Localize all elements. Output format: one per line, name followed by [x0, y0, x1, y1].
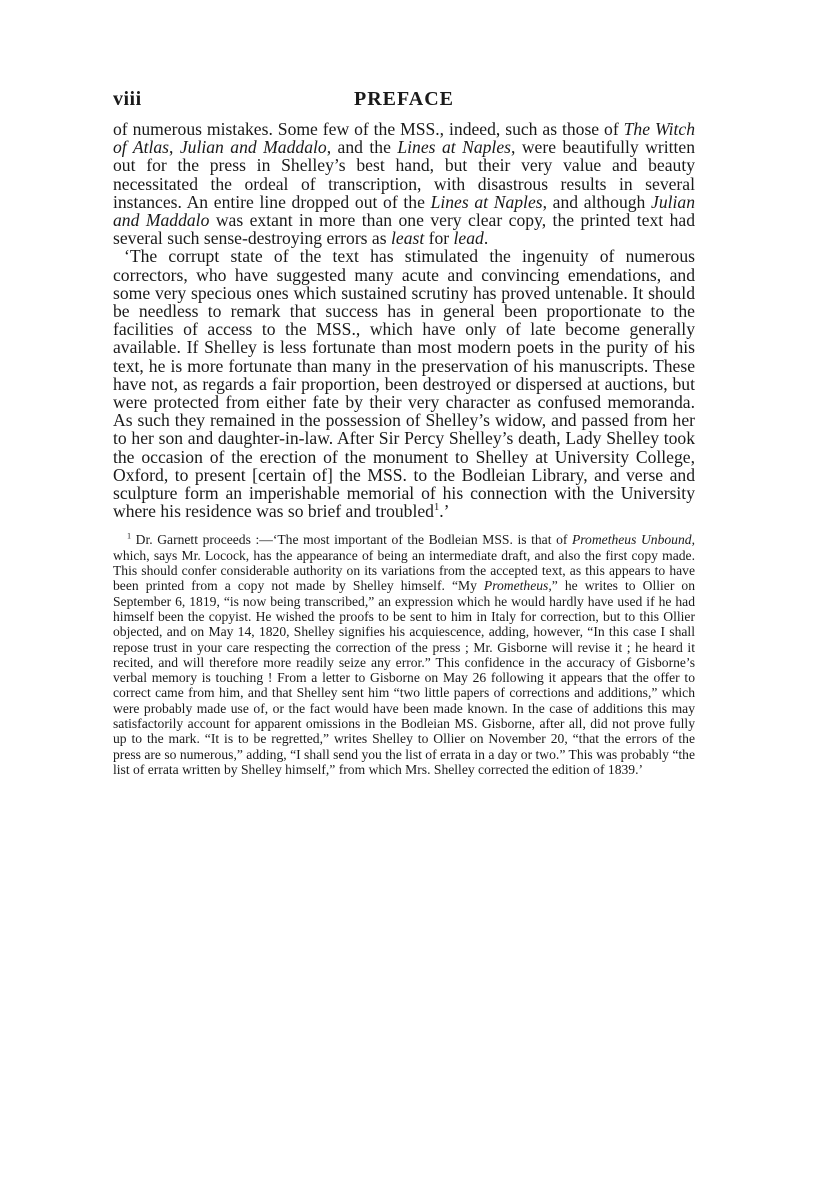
text-span: for	[424, 228, 454, 249]
main-text	[113, 120, 695, 520]
text-span: , were beautifully written out for the press in Shelley’s best hand, but their very value and beauty necessitated the ordeal of transcription, with disastrous results in several instances. An entire line dropped out of the	[113, 137, 695, 212]
text-span: , and although	[542, 191, 652, 212]
title-prometheus: Prometheus,	[483, 578, 552, 594]
title-lines-at-naples: Lines at Naples	[397, 137, 511, 158]
running-head: PREFACE	[354, 88, 454, 110]
paragraph-corrupt-state	[113, 247, 695, 520]
text-span: ,	[169, 137, 180, 158]
text-span: was extant in more than one very clear copy, the printed text had several such sense-destroying errors as	[113, 210, 696, 249]
footnote-reference: 1	[433, 502, 440, 514]
title-julian-and-maddalo: Julian and Maddalo	[113, 191, 695, 231]
text-span: .	[483, 228, 489, 249]
text-span: .’	[439, 501, 450, 522]
text-span: ” he writes to Ollier on September 6, 1819, “is now being transcribed,” an expression which he would hardly have used if he had himself been the copyist. He wished the proofs to be sent to him in Italy for correction, but to this Ollier objected, and on May 14, 1820, Shelley signifies his acquiescence, adding, however, “In this case I shall repose trust in your care respecting the correction of the press ; Mr. Gisborne will revise it ; he heard it recited, and will therefore more readily seize any error.” This confidence in the accuracy of Gisborne’s verbal memory is touching ! From a letter to Gisborne on May 26 following it appears that the offer to correct came from him, and that Shelley sent him “two little papers of corrections and additions,” which were probably made use of, or the fact would have been made known. In the case of additions this may satisfactorily account for apparent omissions in the Bodleian MS. Gisborne, after all, did not prove fully up to the mark. “It is to be regretted,” writes Shelley to Ollier on November 20, “that the errors of the press are so numerous,” adding, “I shall send you the list of errata in a day or two.” This was probably “the list of errata written by Shelley himself,” from which Mrs. Shelley corrected the edition of 1839.’	[113, 578, 695, 777]
footnote-marker: 1	[127, 531, 132, 541]
text-span: , which, says Mr. Locock, has the appearance of being an intermediate draft, and also the first copy made. This should confer considerable authority on its variations from the accepted text, as this appears to have been printed from a copy not made by Shelley himself. “My	[113, 532, 695, 594]
page-number: viii	[113, 88, 142, 110]
page-header	[113, 88, 695, 120]
footnotes	[113, 532, 695, 777]
italic-word-lead: lead	[453, 228, 484, 249]
title-lines-at-naples: Lines at Naples	[430, 191, 543, 212]
book-page	[113, 88, 695, 777]
text-span: ‘The corrupt state of the text has stimulated the ingenuity of numerous correctors, who have suggested many acute and convincing emendations, and some very specious ones which sustained scrutiny has proved untenable. It should be needless to remark that success has in general been proportionate to the facilities of access to the MSS., which have only of late become generally available. If Shelley is less fortunate than most modern poets in the purity of his text, he is more fortunate than many in the preservation of his manuscripts. These have not, as regards a fair proportion, been destroyed or dispersed at auctions, but were protected from either fate by their very character as confused memoranda. As such they remained in the possession of Shelley’s widow, and passed from her to her son and daughter-in-law. After Sir Percy Shelley’s death, Lady Shelley took the occasion of the erection of the monument to Shelley at University College, Oxford, to present [certain of] the MSS. to the Bodleian Library, and verse and sculpture form an imperishable memorial of his connection with the University where his residence was so brief and troubled	[113, 246, 695, 522]
text-span: of numerous mistakes. Some few of the MSS., indeed, such as those of	[113, 119, 624, 139]
title-julian-and-maddalo: Julian and Maddalo	[179, 137, 327, 158]
text-span: Dr. Garnett proceeds :—‘The most important of the Bodleian MSS. is that of	[131, 532, 572, 548]
italic-word-least: least	[391, 228, 425, 249]
paragraph-continued	[113, 120, 695, 247]
footnote-1	[113, 532, 695, 777]
text-span: , and the	[326, 137, 398, 158]
title-prometheus-unbound: Prometheus Unbound	[571, 532, 692, 548]
title-witch-of-atlas: The Witch of Atlas	[113, 119, 696, 158]
